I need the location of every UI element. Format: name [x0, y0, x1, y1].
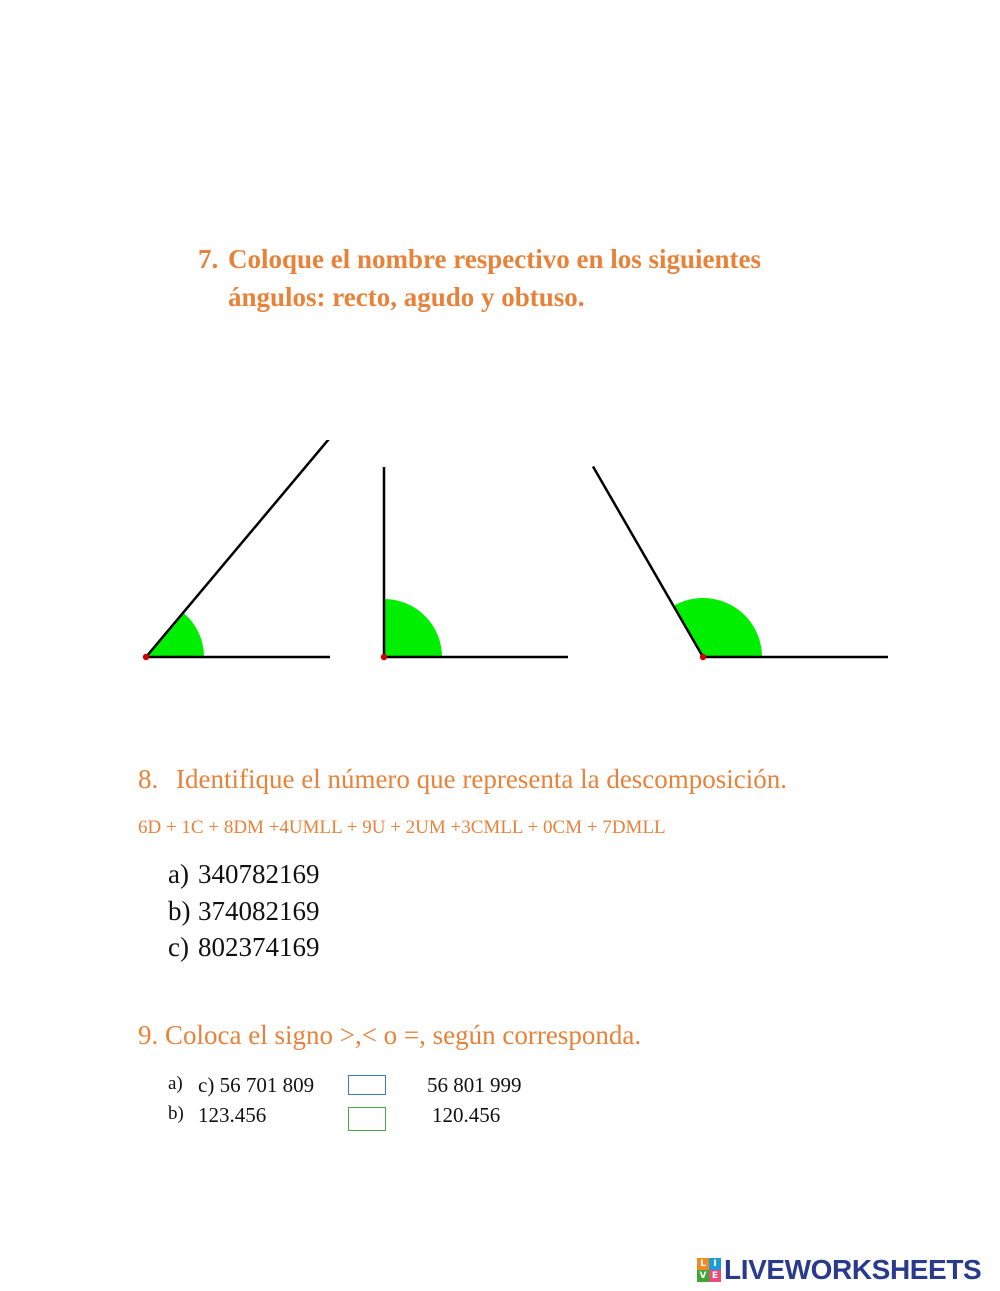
row-letter: a) — [168, 1073, 183, 1094]
acute-angle-arm-ray — [146, 440, 339, 657]
question-8-text: Identifique el número que representa la descomposición. — [176, 764, 788, 794]
question-7-line-1: Coloque el nombre respectivo en los siguientes — [228, 244, 761, 274]
right-angle — [381, 467, 568, 660]
question-7-line-2: ángulos: recto, agudo y obtuso. — [228, 282, 585, 312]
option-letter: c) — [168, 932, 189, 962]
decomposition-expression: 6D + 1C + 8DM +4UMLL + 9U + 2UM +3CMLL + 0CM + 7DMLL — [138, 817, 666, 838]
logo-mark-letter: I — [709, 1258, 721, 1270]
option-value: 340782169 — [198, 859, 320, 889]
question-8-number: 8. — [138, 764, 159, 794]
option-value: 802374169 — [198, 932, 320, 962]
question-9-title: 9. Coloca el signo >,< o =, según corresponda. — [138, 1020, 642, 1050]
acute-angle-vertex — [143, 654, 149, 660]
question-8-options — [168, 856, 320, 966]
sign-answer-box-b[interactable] — [348, 1107, 386, 1131]
obtuse-angle-arm-ray — [593, 466, 703, 657]
left-number: 123.456 — [198, 1103, 267, 1127]
right-number: 56 801 999 — [427, 1073, 522, 1097]
option-letter: a) — [168, 859, 189, 889]
sign-answer-box-a[interactable] — [348, 1075, 386, 1095]
option-b[interactable] — [168, 893, 320, 930]
acute-angle-arc — [146, 613, 204, 657]
logo-mark-letter: L — [697, 1258, 709, 1270]
question-7-number: 7. — [198, 244, 219, 274]
row-letter: b) — [168, 1103, 184, 1124]
liveworksheets-logo — [697, 1253, 981, 1287]
obtuse-angle — [593, 466, 888, 660]
logo-text: LIVEWORKSHEETS — [724, 1254, 982, 1285]
option-letter: b) — [168, 895, 191, 926]
logo-mark-icon — [697, 1258, 721, 1282]
option-a[interactable] — [168, 856, 320, 893]
acute-angle — [143, 440, 339, 660]
option-value: 374082169 — [198, 895, 320, 926]
question-8-title — [138, 764, 787, 795]
obtuse-angle-vertex — [700, 654, 706, 660]
right-number: 120.456 — [432, 1103, 501, 1127]
logo-mark-letter: E — [709, 1270, 721, 1282]
question-7-title — [198, 240, 878, 316]
right-angle-vertex — [381, 654, 387, 660]
right-angle-arc — [384, 599, 442, 657]
angles-figure — [0, 440, 1000, 680]
left-number: c) 56 701 809 — [198, 1073, 315, 1097]
logo-mark-letter: V — [697, 1270, 709, 1282]
option-c[interactable] — [168, 929, 320, 966]
